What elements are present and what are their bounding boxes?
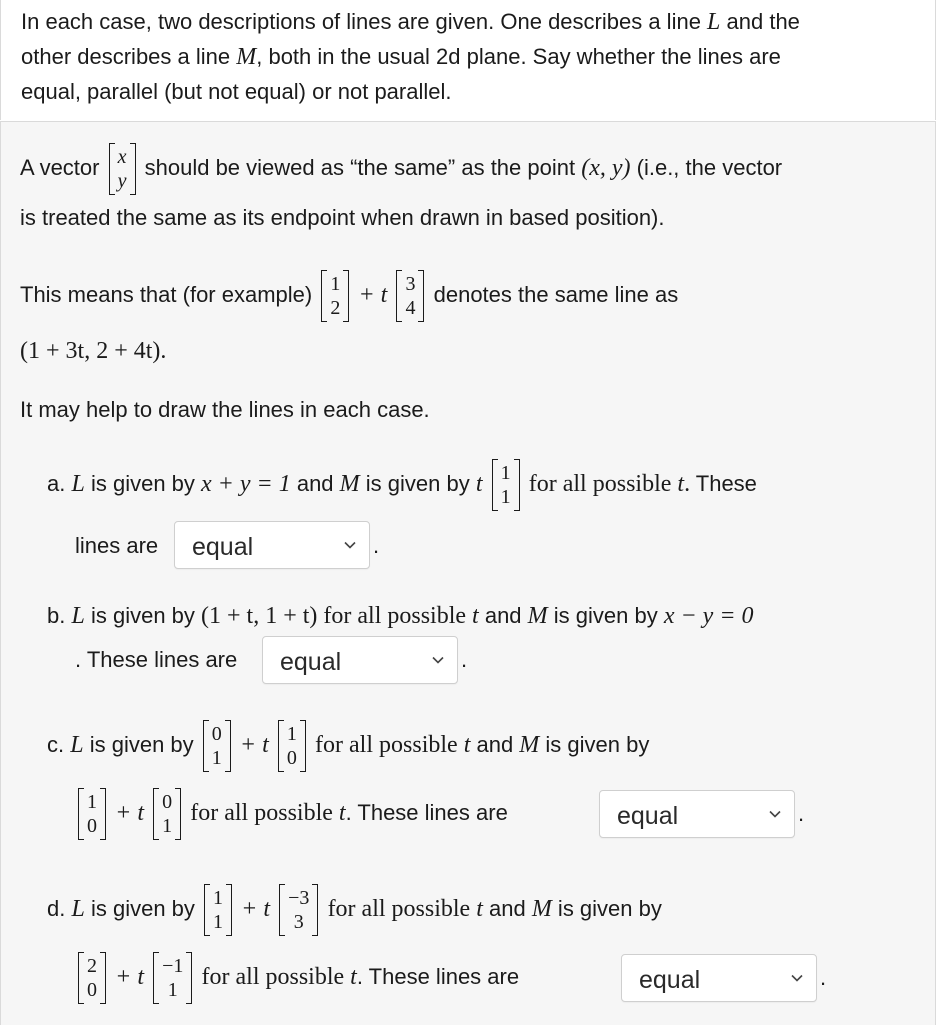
math-M: M bbox=[236, 44, 257, 70]
part-b-line-1 bbox=[47, 603, 754, 629]
part-text: These bbox=[690, 471, 757, 496]
part-d-end: . bbox=[820, 965, 827, 990]
part-a-answer-select[interactable] bbox=[174, 521, 370, 569]
vec-entry: 3 bbox=[293, 911, 304, 934]
part-text: is given by bbox=[539, 732, 650, 757]
vec-entry: 1 bbox=[87, 791, 97, 814]
math-t: t bbox=[677, 471, 685, 497]
math-M: M bbox=[339, 471, 360, 497]
math-M: M bbox=[527, 603, 548, 629]
part-text: is given by bbox=[83, 732, 194, 757]
part-text: and bbox=[478, 603, 528, 628]
vec-entry: −1 bbox=[162, 955, 184, 978]
part-a-lines-are: lines are bbox=[75, 533, 159, 558]
part-c-vector-3 bbox=[78, 788, 106, 840]
intro-line-2 bbox=[21, 44, 781, 70]
math-text: for all possible bbox=[201, 964, 351, 990]
vector-note-line-1 bbox=[20, 139, 782, 197]
math-text: for all possible bbox=[317, 603, 473, 629]
intro-text: and the bbox=[720, 9, 800, 34]
part-label: d. bbox=[47, 896, 66, 921]
part-text: is given by bbox=[84, 471, 202, 496]
vector-xy bbox=[109, 143, 136, 195]
part-d-vector-1 bbox=[204, 884, 232, 936]
vec-entry: 1 bbox=[500, 462, 511, 485]
math-t: t bbox=[476, 896, 483, 922]
part-d-line-1 bbox=[47, 880, 662, 938]
part-text: . These lines are bbox=[345, 800, 508, 825]
chevron-down-icon bbox=[431, 653, 445, 667]
part-c-line-1 bbox=[47, 716, 649, 774]
part-b-answer-select[interactable] bbox=[262, 636, 458, 684]
part-text: is given by bbox=[547, 603, 664, 628]
part-c-vector-1 bbox=[203, 720, 231, 772]
math-t: t bbox=[350, 964, 357, 990]
part-a-line-1 bbox=[47, 455, 757, 513]
example-vector-1 bbox=[321, 270, 349, 322]
part-b-end: . bbox=[461, 647, 468, 672]
math-text: for all possible bbox=[315, 732, 464, 758]
part-label: a. bbox=[47, 471, 66, 496]
part-b-these: . These lines are bbox=[75, 647, 238, 672]
vec-entry: x bbox=[117, 146, 127, 169]
vec-entry: 1 bbox=[286, 723, 297, 746]
math-t: t bbox=[472, 603, 479, 629]
part-label: b. bbox=[47, 603, 66, 628]
math-plus-t: + t bbox=[115, 964, 144, 990]
chevron-down-icon bbox=[343, 538, 357, 552]
chevron-down-icon bbox=[790, 971, 804, 985]
part-c-answer-select[interactable] bbox=[599, 790, 795, 838]
part-c-vector-4 bbox=[153, 788, 181, 840]
intro-text: In each case, two descriptions of lines are given. One describes a line bbox=[21, 9, 708, 34]
vec-entry: −3 bbox=[288, 887, 310, 910]
math-M: M bbox=[519, 732, 540, 758]
math-t: t bbox=[463, 732, 471, 758]
part-d-vector-3 bbox=[78, 952, 106, 1004]
vec-entry: 0 bbox=[211, 723, 222, 746]
intro-panel bbox=[0, 0, 936, 120]
math-M: M bbox=[531, 896, 552, 922]
part-text: and bbox=[470, 732, 520, 757]
vec-entry: 1 bbox=[213, 887, 224, 910]
math-equation: x − y = 0 bbox=[663, 603, 754, 629]
vec-entry: 1 bbox=[167, 979, 178, 1002]
math-text: for all possible bbox=[327, 896, 477, 922]
intro-text: other describes a line bbox=[21, 44, 237, 69]
part-text: and bbox=[290, 471, 340, 496]
vec-entry: 0 bbox=[286, 747, 297, 770]
hint-text: It may help to draw the lines in each case. bbox=[20, 397, 430, 422]
part-d-answer-select[interactable] bbox=[621, 954, 817, 1002]
part-text: is given by bbox=[84, 603, 202, 628]
part-d-vector-4 bbox=[153, 952, 192, 1004]
part-text: is given by bbox=[84, 896, 195, 921]
intro-text: , both in the usual 2d plane. Say whether the lines are bbox=[256, 44, 781, 69]
part-a-vector bbox=[492, 459, 520, 511]
math-plus-t: + t bbox=[241, 896, 271, 922]
part-d-line-2 bbox=[75, 948, 519, 1006]
vec-entry: 2 bbox=[87, 955, 97, 978]
vec-entry: 1 bbox=[500, 486, 511, 509]
part-label: c. bbox=[47, 732, 65, 757]
part-text: and bbox=[482, 896, 532, 921]
part-d-vector-2 bbox=[279, 884, 318, 936]
vec-entry: 1 bbox=[213, 911, 224, 934]
math-equation: x + y = 1 bbox=[201, 471, 291, 497]
part-c-vector-2 bbox=[278, 720, 306, 772]
intro-line-1 bbox=[21, 9, 800, 35]
math-plus-t: + t bbox=[115, 800, 144, 826]
math-plus-t: + t bbox=[239, 732, 269, 758]
vec-entry: 1 bbox=[211, 747, 222, 770]
vec-entry: 0 bbox=[87, 815, 97, 838]
part-c-line-2 bbox=[75, 784, 508, 842]
example-line-1 bbox=[20, 266, 678, 324]
math-t: t bbox=[338, 800, 346, 826]
math-text: for all possible bbox=[528, 471, 678, 497]
part-text: is given by bbox=[359, 471, 476, 496]
vec-entry: 0 bbox=[87, 979, 97, 1002]
example-line-2: (1 + 3t, 2 + 4t). bbox=[20, 338, 167, 364]
vec-entry: 1 bbox=[330, 273, 341, 296]
vec-entry: 4 bbox=[405, 297, 416, 320]
vec-entry: 2 bbox=[330, 297, 341, 320]
part-c-end: . bbox=[798, 801, 805, 826]
chevron-down-icon bbox=[768, 807, 782, 821]
select-value: equal bbox=[280, 648, 342, 676]
math-plus-t: + t bbox=[358, 282, 388, 308]
select-value: equal bbox=[617, 802, 679, 830]
example-text: denotes the same line as bbox=[433, 282, 679, 307]
select-value: equal bbox=[192, 533, 254, 561]
math-L: L bbox=[707, 9, 721, 35]
math-L: L bbox=[71, 896, 85, 922]
vec-entry: 0 bbox=[162, 791, 173, 814]
vec-entry: 3 bbox=[405, 273, 416, 296]
math-t: t bbox=[475, 471, 483, 497]
math-text: for all possible bbox=[190, 800, 339, 826]
intro-line-3: equal, parallel (but not equal) or not parallel. bbox=[21, 79, 452, 104]
vector-note-line-2: is treated the same as its endpoint when drawn in based position). bbox=[20, 205, 665, 230]
vector-note-text: A vector bbox=[20, 155, 100, 180]
vec-entry: y bbox=[117, 170, 127, 193]
part-a-end: . bbox=[373, 533, 380, 558]
select-value: equal bbox=[639, 966, 701, 994]
math-L: L bbox=[71, 603, 85, 629]
math-L: L bbox=[70, 732, 84, 758]
part-text: . These lines are bbox=[356, 964, 520, 989]
math-point: (x, y) bbox=[581, 155, 631, 181]
example-text: This means that (for example) bbox=[20, 282, 313, 307]
vector-note-text: (i.e., the vector bbox=[630, 155, 783, 180]
vec-entry: 1 bbox=[162, 815, 173, 838]
math-param: (1 + t, 1 + t) bbox=[201, 603, 318, 629]
part-text: is given by bbox=[551, 896, 662, 921]
example-vector-2 bbox=[396, 270, 424, 322]
math-text: . bbox=[684, 471, 691, 497]
math-L: L bbox=[71, 471, 85, 497]
vector-note-text: should be viewed as “the same” as the point bbox=[144, 155, 582, 180]
